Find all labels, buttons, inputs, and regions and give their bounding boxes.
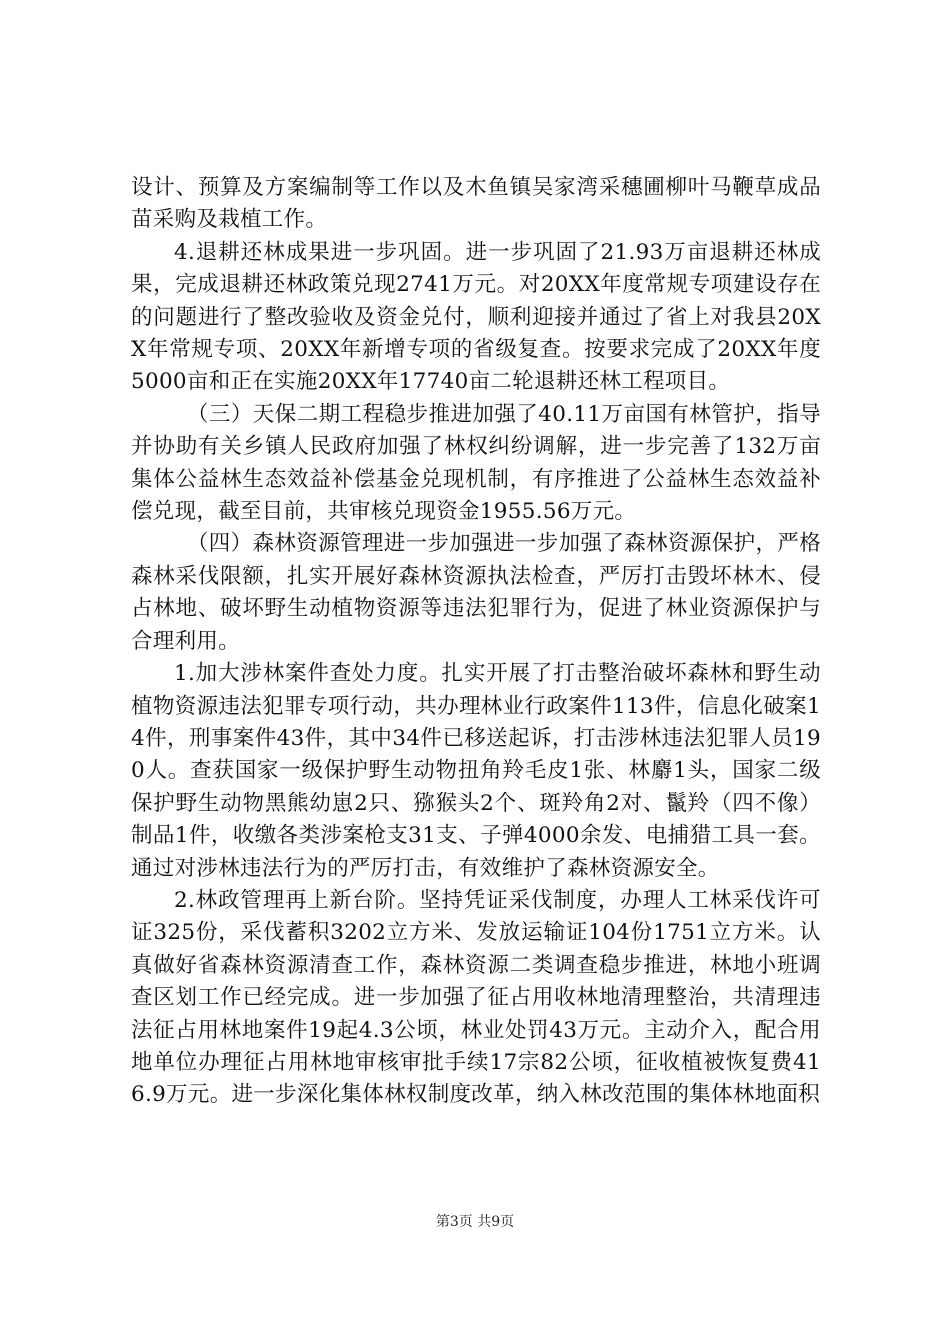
paragraph-item-1-forest-cases: 1.加大涉林案件查处力度。扎实开展了打击整治破坏森林和野生动植物资源违法犯罪专项行动，共办理林业行政案件113件，信息化破案14件，刑事案件43件，其中34件已移送起诉，打击涉林违法犯罪人员190人。查获国家一级保护野生动物扭角羚毛皮1张、林麝1头，国家二级保护野生动物黑熊幼崽2只、猕猴头2个、斑羚角2对、鬣羚（四不像）制品1件，收缴各类涉案枪支31支、子弹4000余发、电捕猎工具一套。通过对涉林违法行为的严厉打击，有效维护了森林资源安全。 xyxy=(131,661,821,881)
page-number-footer: 第3页 共9页 xyxy=(435,1214,515,1230)
paragraph-item-2-forest-administration: 2.林政管理再上新台阶。坚持凭证采伐制度，办理人工林采伐许可证325份，采伐蓄积3202立方米、发放运输证104份1751立方米。认真做好省森林资源清查工作，森林资源二类调查稳步推进，林地小班调查区划工作已经完成。进一步加强了征占用收林地清理整治，共清理违法征占用林地案件19起4.3公顷，林业处罚43万元。主动介入，配合用地单位办理征占用林地审核审批手续17宗82公顷，征收植被恢复费416.9万元。进一步深化集体林权制度改革，纳入林改范围的集体林地面积 xyxy=(131,887,821,1108)
paragraph-continuation: 设计、预算及方案编制等工作以及木鱼镇吴家湾采穗圃柳叶马鞭草成品苗采购及栽植工作。 xyxy=(131,175,821,233)
document-body xyxy=(131,172,821,1112)
paragraph-section-4-forest-resource-management: （四）森林资源管理进一步加强进一步加强了森林资源保护，严格森林采伐限额，扎实开展好森林资源执法检查，严厉打击毁坏林木、侵占林地、破坏野生动植物资源等违法犯罪行为，促进了林业资源保护与合理利用。 xyxy=(131,531,821,654)
paragraph-item-4-returning-farmland: 4.退耕还林成果进一步巩固。进一步巩固了21.93万亩退耕还林成果，完成退耕还林政策兑现2741万元。对20XX年度常规专项建设存在的问题进行了整改验收及资金兑付，顺利迎接并通过了省上对我县20XX年常规专项、20XX年新增专项的省级复查。按要求完成了20XX年度5000亩和正在实施20XX年17740亩二轮退耕还林工程项目。 xyxy=(131,239,821,395)
paragraph-section-3-natural-forest-protection: （三）天保二期工程稳步推进加强了40.11万亩国有林管护，指导并协助有关乡镇人民政府加强了林权纠纷调解，进一步完善了132万亩集体公益林生态效益补偿基金兑现机制，有序推进了公益林生态效益补偿兑现，截至目前，共审核兑现资金1955.56万元。 xyxy=(131,401,821,525)
